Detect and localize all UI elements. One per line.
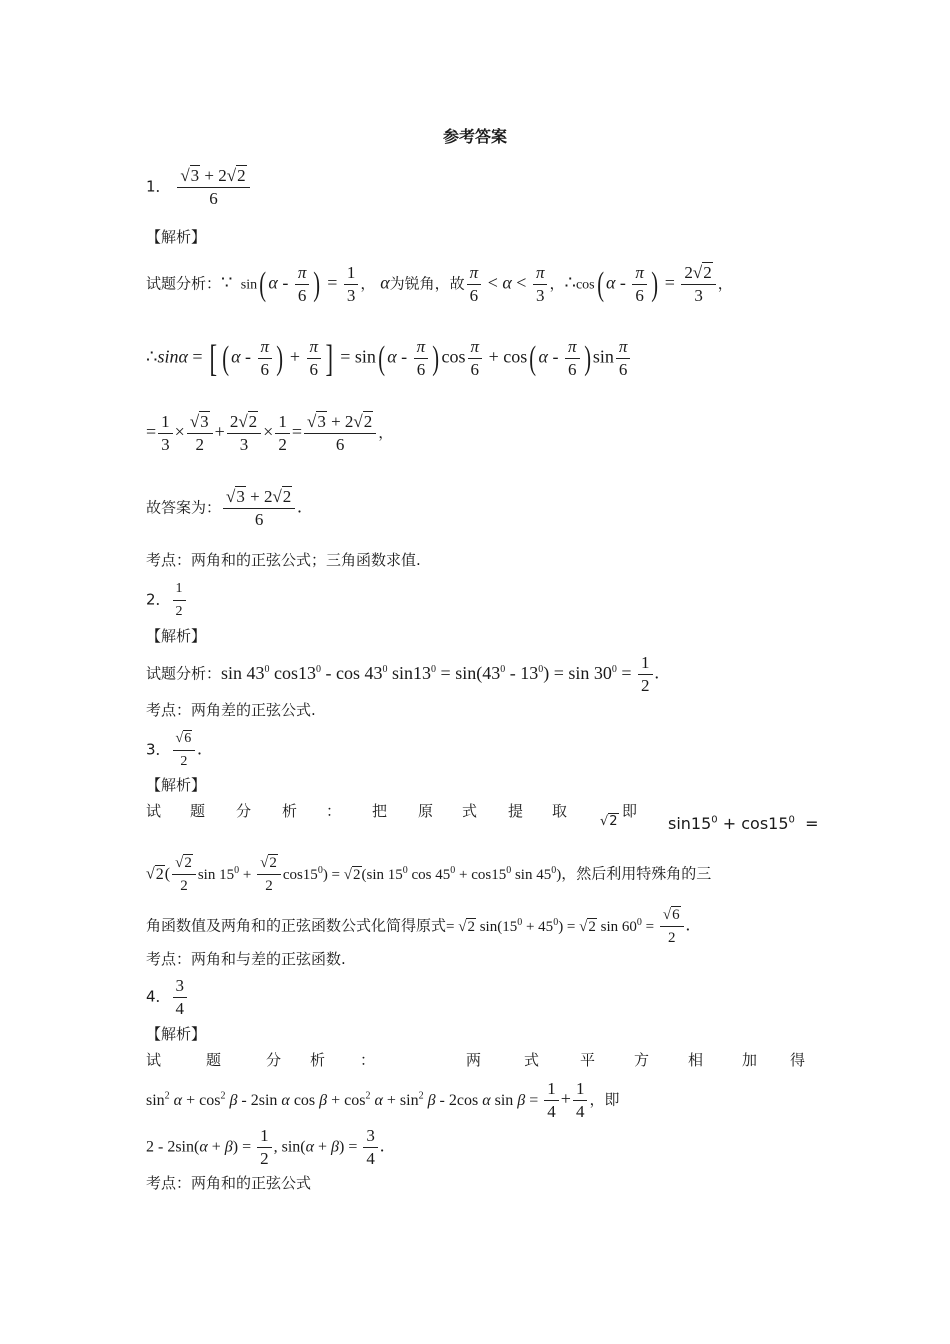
q1-number: 1． (146, 177, 171, 196)
q4-analysis-line3: 2 - 2sin(α + β) = $\frac{1}{2}$ , sin(α + β) = $\frac{3}{4}$ . (146, 1126, 385, 1168)
q1-kaodian: 考点：两角和的正弦公式；三角函数求值. (146, 551, 421, 569)
q4-answer: 4． $\frac{3}{4}$ (146, 975, 189, 1020)
q3-answer: 3． $\frac{√6}{2}$ . (146, 728, 202, 773)
q1-analysis-line3: = $\frac{1}{3}$ × $\frac{√3}{2}$ + $\frac{2√2}{3}$ × $\frac{1}{2}$ = $\frac{√3 + 2√2}{6}$ ， (146, 412, 394, 454)
q1-answer (146, 165, 252, 210)
q1-answer-fraction: $\frac{√3 + 2√2}{6}$ (177, 165, 249, 210)
q3-kaodian: 考点：两角和与差的正弦函数. (146, 950, 346, 968)
q1-jiexi-label: 【解析】 (146, 228, 207, 246)
q1-answer-line: 故答案为： $\frac{√3 + 2√2}{6}$ . (146, 487, 302, 529)
q2-jiexi-label: 【解析】 (146, 627, 207, 645)
q1-analysis-line2: ∴sinα = [ ( α - $\frac{\pi}{6}$ ) + $\frac{\pi}{6}$ ] = sin( α - $\frac{\pi}{6}$ ) cos $\frac{\pi}{6}$ + cos( α - $\frac{\pi}{6}$ ) sin $\frac{\pi}{6}$ (146, 336, 632, 381)
q3-analysis-line3: 角函数值及两角和的正弦函数公式化简得原式= √2 $\sin(15^0 + 45^0) = √2$ $\sin 60^0$ = $\frac{√6}{2}$ . (146, 904, 690, 949)
q2-kaodian: 考点：两角差的正弦公式. (146, 701, 316, 719)
page-title: 参考答案 (442, 127, 507, 146)
q2-answer: 2． $\frac{1}{2}$ (146, 578, 188, 623)
q3-jiexi-label: 【解析】 (146, 776, 207, 794)
answer-page: 参考答案 1． $\frac{√3 + 2√2}{6}$ 【解析】 试题分析：∵ sin( α - $\frac{\pi}{6}$ ) = $\frac{1}{3}$ ， α为锐角，故 $\frac{\pi}{6}$ < α < $\frac{\pi}{3}$ ，∴cos( α - $\frac{\pi}{6}$ ) = $\frac{2√2}{3}$ ， ∴sinα = [ ( α - $\frac{\pi}{6}$ ) + $\frac{\pi}{6}$ ] = sin( α - $\frac{\pi}{6}$ ) cos $\frac{\pi}{6}$ + cos( α - $\frac{\pi}{6}$ ) sin $\frac{\pi}{6}$ = $\frac{1}{3}$ × $\frac{√3}{2}$ + $\frac{2√2}{3}$ × $\frac{1}{2}$ = $\frac{√3 + 2√2}{6}$ ， 故答案为： $\frac{√3 + 2√2}{6}$ . 考点：两角和的正弦公式；三角函数求值. 2． $\frac{1}{2}$ 【解析】 试题分析：$\sin 43^0$ $\cos 13^0$ - $\cos 43^0$ $\sin 13^0 = \sin(43^0 - 13^0) = \sin 30^0$ = $\frac{1}{2}$ . 考点：两角差的正弦公式. 3． $\frac{√6}{2}$ . 【解析】 试 题 分 析 ： 把 原 式 提 取 √2 即 $\sin 15^0 + \cos 15^0$ = √2( $\frac{√2}{2}$ $\sin 15^0$ + $\frac{√2}{2}$ $\cos 15^0) = √2(\sin$ $15^0$ $\cos 45^0 + \cos 15^0$ $\sin 45^0$)，然后利用特殊角的三 角函数值及两角和的正弦函数公式化简得原式= √2 $\sin(15^0 + 45^0) = √2$ $\sin 60^0$ = $\frac{√6}{2}$ . 考点：两角和与差的正弦函数. 4． $\frac{3}{4}$ 【解析】 试 题 分 析 ： 两 式 平 方 相 加 得 $\sin^2 \alpha + \cos^2 \beta - 2\sin$ α $\cos \beta + \cos^2 \alpha + \sin^2 \beta - 2\cos$ α sin β = $\frac{1}{4}$ + $\frac{1}{4}$ ，即 2 - 2sin(α + β) = $\frac{1}{2}$ , sin(α + β) = $\frac{3}{4}$ . 考点：两角和的正弦公式 (0, 0, 950, 1344)
q2-analysis: 试题分析：$\sin 43^0$ $\cos 13^0$ - $\cos 43^0$ $\sin 13^0 = \sin(43^0 - 13^0) = \sin 30^0$ = $\frac{1}{2}$ . (146, 653, 660, 695)
q4-jiexi-label: 【解析】 (146, 1025, 207, 1043)
q4-analysis-line2: $\sin^2 \alpha + \cos^2 \beta - 2\sin$ α $\cos \beta + \cos^2 \alpha + \sin^2 \beta - 2\cos$ α sin β = $\frac{1}{4}$ + $\frac{1}{4}$ ，即 (146, 1079, 620, 1121)
q4-kaodian: 考点：两角和的正弦公式 (146, 1174, 312, 1192)
q3-analysis-line2: √2( $\frac{√2}{2}$ $\sin 15^0$ + $\frac{√2}{2}$ $\cos 15^0) = √2(\sin$ $15^0$ $\cos 45^0 + \cos 15^0$ $\sin 45^0$)，然后利用特殊角的三 (146, 852, 711, 897)
q1-analysis-line1: 试题分析：∵ sin( α - $\frac{\pi}{6}$ ) = $\frac{1}{3}$ ， α为锐角，故 $\frac{\pi}{6}$ < α < $\frac{\pi}{3}$ ，∴cos( α - $\frac{\pi}{6}$ ) = $\frac{2√2}{3}$ ， (146, 263, 733, 305)
